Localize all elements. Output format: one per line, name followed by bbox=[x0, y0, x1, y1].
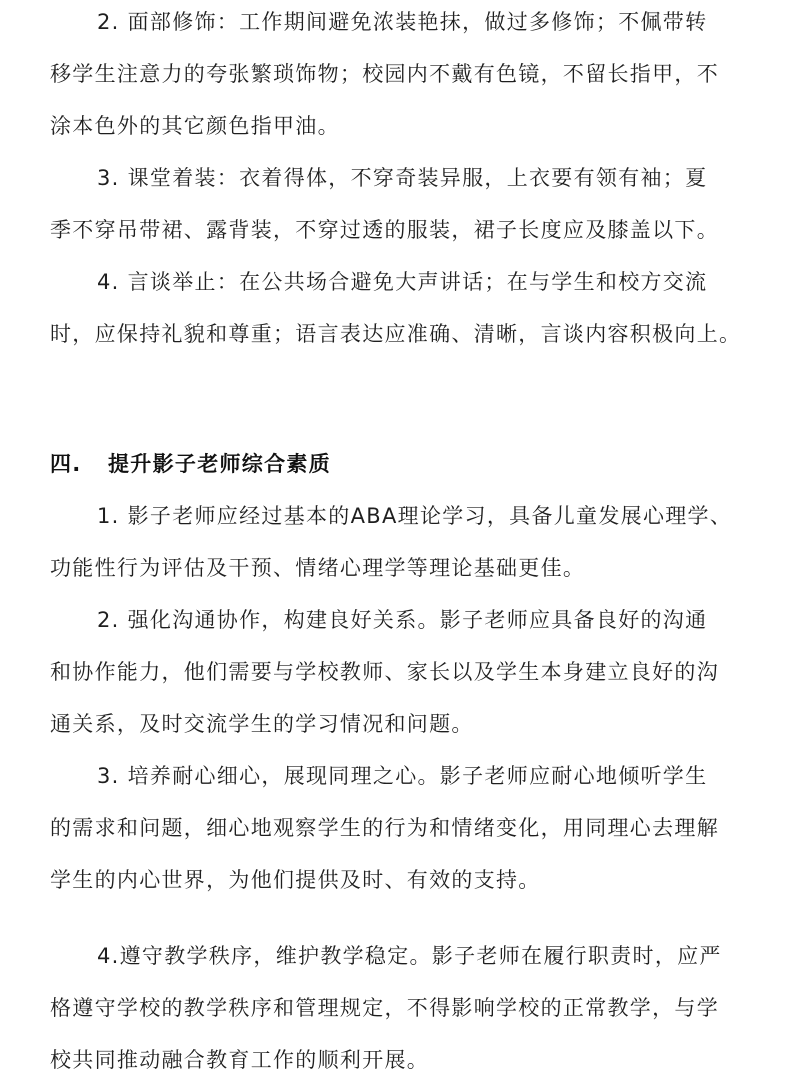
paragraph-line: 和协作能力，他们需要与学校教师、家长以及学生本身建立良好的沟 bbox=[50, 660, 719, 684]
paragraph-line: 移学生注意力的夸张繁琐饰物；校园内不戴有色镜，不留长指甲，不 bbox=[50, 62, 719, 86]
paragraph-line: 格遵守学校的教学秩序和管理规定，不得影响学校的正常教学，与学 bbox=[50, 996, 719, 1020]
paragraph-line: 4.遵守教学秩序，维护教学稳定。影子老师在履行职责时，应严 bbox=[97, 944, 722, 968]
paragraph-line: 2. 面部修饰：工作期间避免浓装艳抹，做过多修饰；不佩带转 bbox=[97, 10, 708, 34]
paragraph-line: 1. 影子老师应经过基本的ABA理论学习，具备儿童发展心理学、 bbox=[97, 504, 733, 528]
section-number: 四. bbox=[50, 452, 82, 476]
paragraph-line: 功能性行为评估及干预、情绪心理学等理论基础更佳。 bbox=[50, 556, 586, 580]
paragraph-line: 3. 培养耐心细心，展现同理之心。影子老师应耐心地倾听学生 bbox=[97, 764, 708, 788]
paragraph-line: 2. 强化沟通协作，构建良好关系。影子老师应具备良好的沟通 bbox=[97, 608, 708, 632]
paragraph-line: 时，应保持礼貌和尊重；语言表达应准确、清晰，言谈内容积极向上。 bbox=[50, 322, 742, 346]
paragraph-line: 3. 课堂着装：衣着得体，不穿奇装异服，上衣要有领有袖；夏 bbox=[97, 166, 708, 190]
paragraph-line: 季不穿吊带裙、露背装，不穿过透的服装，裙子长度应及膝盖以下。 bbox=[50, 218, 719, 242]
paragraph-line: 学生的内心世界，为他们提供及时、有效的支持。 bbox=[50, 868, 541, 892]
paragraph-line: 4. 言谈举止：在公共场合避免大声讲话；在与学生和校方交流 bbox=[97, 270, 708, 294]
paragraph-line: 校共同推动融合教育工作的顺利开展。 bbox=[50, 1048, 430, 1072]
section-heading bbox=[50, 448, 331, 480]
paragraph-line: 涂本色外的其它颜色指甲油。 bbox=[50, 114, 340, 138]
paragraph-line: 通关系，及时交流学生的学习情况和问题。 bbox=[50, 712, 474, 736]
paragraph-line: 的需求和问题，细心地观察学生的行为和情绪变化，用同理心去理解 bbox=[50, 816, 719, 840]
section-title: 提升影子老师综合素质 bbox=[108, 452, 331, 476]
